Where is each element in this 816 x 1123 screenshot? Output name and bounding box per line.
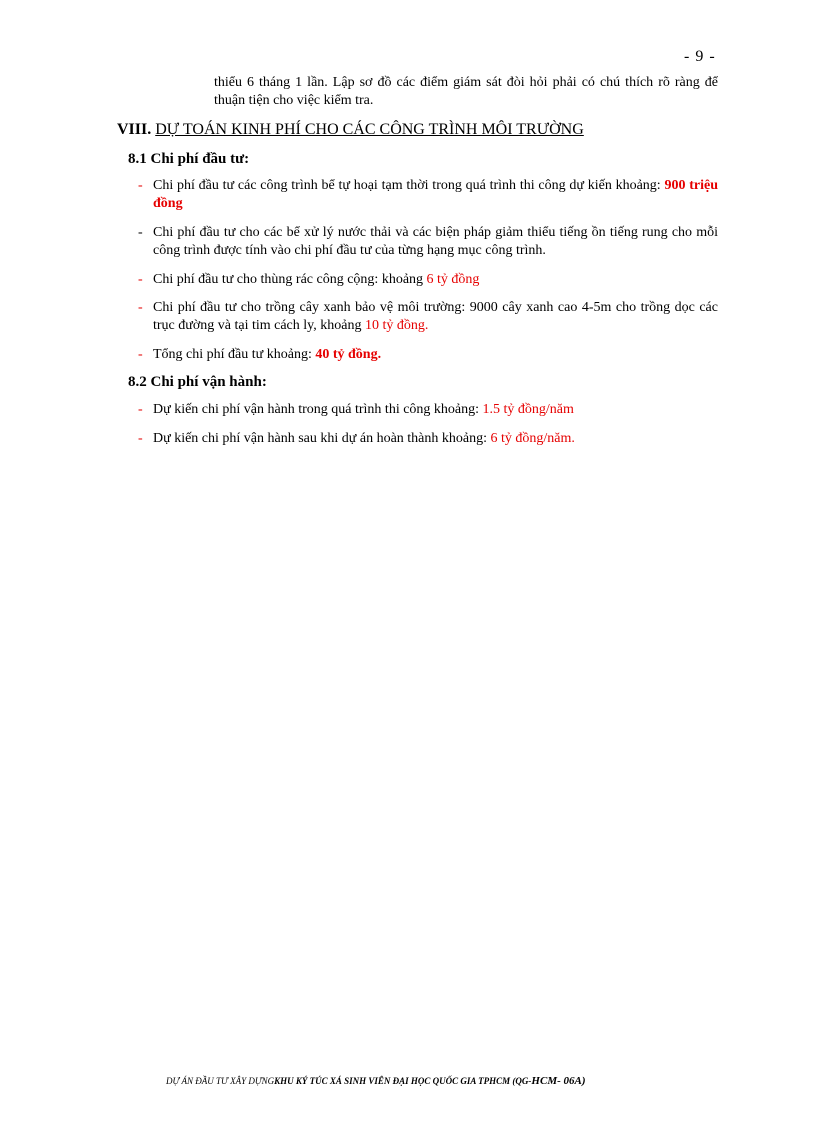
dash-bullet: - xyxy=(138,272,143,287)
list-item xyxy=(138,271,718,289)
list-item-text: Tổng chi phí đầu tư khoảng: 40 tỷ đồng. xyxy=(153,347,382,362)
investment-heading: 8.1 Chi phí đầu tư: xyxy=(128,151,250,167)
document-footer xyxy=(166,1075,586,1087)
list-item xyxy=(138,401,718,419)
amount: 1.5 tỷ đồng/năm xyxy=(482,402,574,417)
amount: 6 tỷ đồng/năm. xyxy=(490,431,575,446)
page-number: - 9 - xyxy=(684,48,716,65)
section-heading xyxy=(117,121,584,139)
footer-project-type: DỰ ÁN ĐẦU TƯ XÂY DỰNG xyxy=(166,1076,275,1086)
amount: 6 tỷ đồng xyxy=(426,272,480,287)
amount: 40 tỷ đồng. xyxy=(315,347,382,362)
list-item xyxy=(138,299,718,335)
list-item-text: Dự kiến chi phí vận hành trong quá trình thi công khoảng: 1.5 tỷ đồng/năm xyxy=(153,402,574,417)
list-item xyxy=(138,224,718,260)
list-item xyxy=(138,177,718,213)
list-item xyxy=(138,430,718,448)
continuation-paragraph: thiểu 6 tháng 1 lần. Lập sơ đồ các điểm giám sát đòi hỏi phải có chú thích rõ ràng để thuận tiện cho việc kiểm tra. xyxy=(214,75,718,108)
list-item-text: Chi phí đầu tư các công trình bể tự hoại tạm thời trong quá trình thi công dự kiến khoảng: 900 triệu đồng xyxy=(153,178,719,211)
operation-heading: 8.2 Chi phí vận hành: xyxy=(128,374,267,390)
footer-code: HCM- 06A) xyxy=(531,1075,586,1087)
dash-bullet: - xyxy=(138,431,143,446)
dash-bullet: - xyxy=(138,178,143,193)
list-item xyxy=(138,346,718,364)
list-item-text: Chi phí đầu tư cho trồng cây xanh bảo vệ môi trường: 9000 cây xanh cao 4-5m cho trồng dọc các trục đường và tại tim cách ly, khoảng 10 tỷ đồng. xyxy=(153,300,718,333)
section-title: DỰ TOÁN KINH PHÍ CHO CÁC CÔNG TRÌNH MÔI TRƯỜNG xyxy=(155,121,584,138)
list-item-text: Chi phí đầu tư cho thùng rác công cộng: khoảng 6 tỷ đồng xyxy=(153,272,480,287)
dash-bullet: - xyxy=(138,347,143,362)
dash-bullet: - xyxy=(138,402,143,417)
dash-bullet: - xyxy=(138,300,143,315)
amount: 10 tỷ đồng. xyxy=(364,318,429,333)
list-item-text: Dự kiến chi phí vận hành sau khi dự án hoàn thành khoảng: 6 tỷ đồng/năm. xyxy=(153,431,575,446)
list-item-text: Chi phí đầu tư cho các bể xử lý nước thải và các biện pháp giảm thiểu tiếng ồn tiếng rung cho mỗi công trình được tính vào chi phí đầu tư của từng hạng mục công trình. xyxy=(153,225,718,258)
amount: 900 triệu đồng xyxy=(153,178,719,211)
dash-bullet: - xyxy=(138,225,143,240)
section-number: VIII. xyxy=(117,121,152,138)
footer-project-name: KHU KÝ TÚC XÁ SINH VIÊN ĐẠI HỌC QUỐC GIA TPHCM (QG- xyxy=(274,1076,532,1086)
